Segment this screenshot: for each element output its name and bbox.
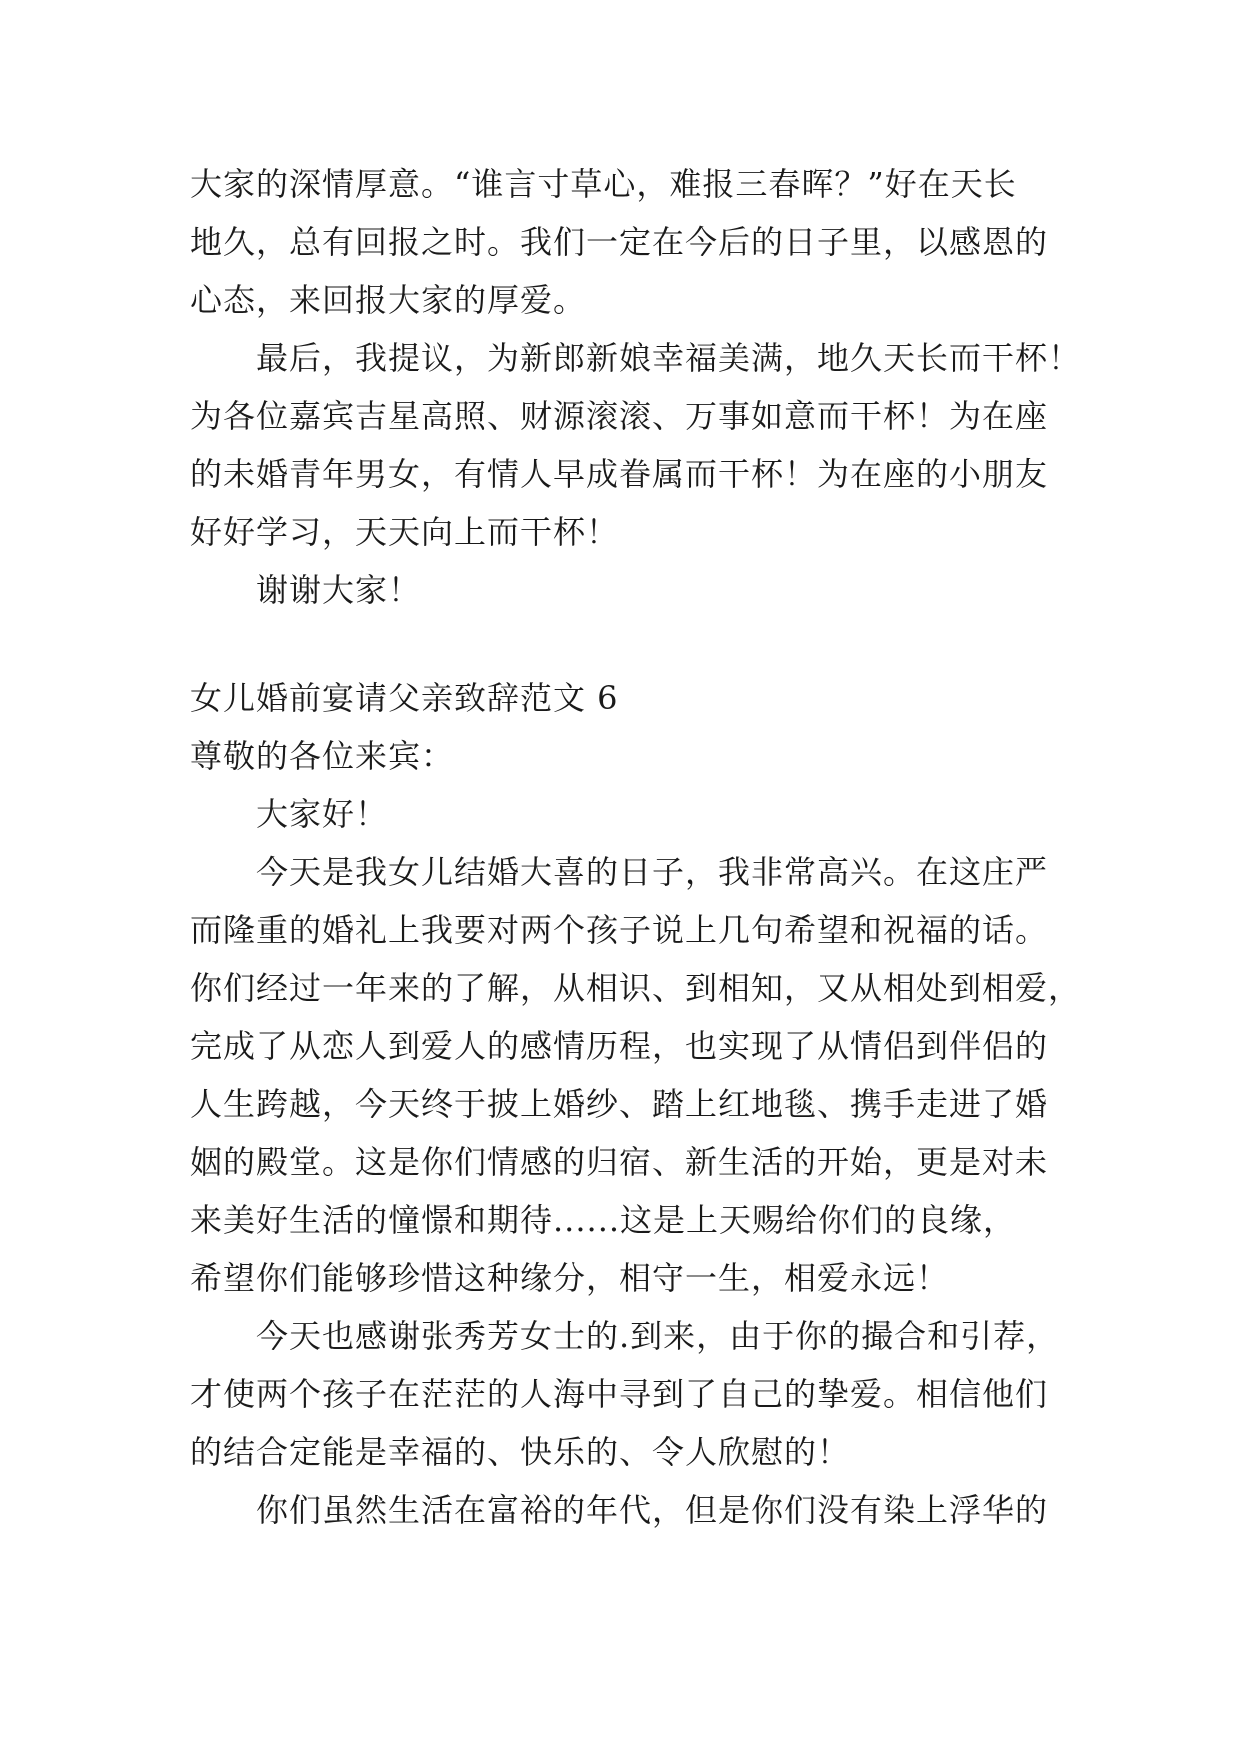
paragraph-line: 人生跨越，今天终于披上婚纱、踏上红地毯、携手走进了婚	[190, 1085, 1049, 1123]
paragraph-line: 你们虽然生活在富裕的年代，但是你们没有染上浮华的	[256, 1491, 1049, 1529]
toast-paragraph-line: 的未婚青年男女，有情人早成眷属而干杯！为在座的小朋友	[190, 455, 1049, 493]
section-spacer	[190, 619, 1060, 669]
section-title: 女儿婚前宴请父亲致辞范文 6	[190, 679, 619, 717]
paragraph-line: 今天是我女儿结婚大喜的日子，我非常高兴。在这庄严	[256, 853, 1049, 891]
paragraph-line: 姻的殿堂。这是你们情感的归宿、新生活的开始，更是对未	[190, 1143, 1049, 1181]
greeting: 大家好！	[256, 795, 389, 833]
thanks-line: 谢谢大家！	[256, 571, 422, 609]
salutation: 尊敬的各位来宾：	[190, 737, 455, 775]
paragraph-line: 的结合定能是幸福的、快乐的、令人欣慰的！	[190, 1433, 851, 1471]
toast-paragraph-line: 最后，我提议，为新郎新娘幸福美满，地久天长而干杯！	[256, 339, 1082, 377]
toast-paragraph-line: 好好学习，天天向上而干杯！	[190, 513, 620, 551]
paragraph-line: 希望你们能够珍惜这种缘分，相守一生，相爱永远！	[190, 1259, 950, 1297]
paragraph-line: 来美好生活的憧憬和期待......这是上天赐给你们的良缘，	[190, 1201, 1017, 1239]
text-line: 心态，来回报大家的厚爱。	[190, 281, 587, 319]
paragraph-line: 才使两个孩子在茫茫的人海中寻到了自己的挚爱。相信他们	[190, 1375, 1049, 1413]
paragraph-line: 而隆重的婚礼上我要对两个孩子说上几句希望和祝福的话。	[190, 911, 1049, 949]
text-line: 大家的深情厚意。“谁言寸草心，难报三春晖？”好在天长	[190, 165, 1017, 203]
paragraph-line: 完成了从恋人到爱人的感情历程，也实现了从情侣到伴侣的	[190, 1027, 1049, 1065]
toast-paragraph-line: 为各位嘉宾吉星高照、财源滚滚、万事如意而干杯！为在座	[190, 397, 1049, 435]
paragraph-line: 你们经过一年来的了解，从相识、到相知，又从相处到相爱，	[190, 969, 1082, 1007]
document-body	[190, 155, 1082, 1539]
text-line: 地久，总有回报之时。我们一定在今后的日子里，以感恩的	[190, 223, 1049, 261]
paragraph-line: 今天也感谢张秀芳女士的.到来，由于你的撮合和引荐，	[256, 1317, 1060, 1355]
